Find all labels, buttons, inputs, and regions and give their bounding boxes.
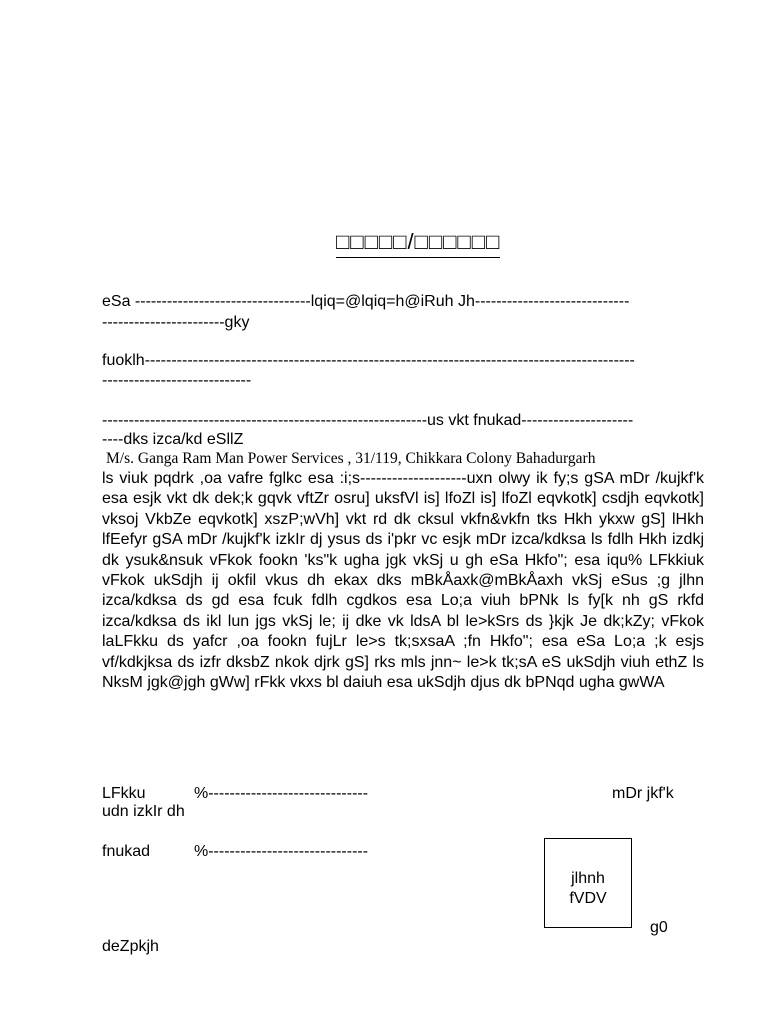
stamp-label-receipt: jlhnh [571,870,605,887]
name-line: eSa ---------------------------------lqiq=@lqiq=h@iRuh Jh----------------------------- [102,293,630,310]
resident-line-continued: ---------------------------- [102,372,252,389]
date-line: -------------------------------------------------------------us vkt fnukad--------------------- [102,412,634,429]
stamp-label-ticket: fVDV [569,890,607,907]
document-title: □□□□□/□□□□□□ [336,228,500,258]
cash-received-label: udn izkIr dh [102,803,185,820]
resident-line: fuoklh-------------------------------------------------------------------------------------------- [102,352,635,369]
date-label: fnukad [102,843,151,860]
signature-label: g0 [650,919,668,936]
employer-address: M/s. Ganga Ram Man Power Services , 31/119, Chikkara Colony Bahadurgarh [106,450,596,467]
place-field: %------------------------------ [194,785,369,802]
name-line-continued: -----------------------gky [102,314,250,331]
employee-label: deZpkjh [102,938,159,955]
declaration-body: ls viuk pqdrk ,oa vafre fglkc esa :i;s--------------------uxn olwy ik fy;s gSA mDr /kujkf'k esa esjk vkt dk dek;k gqvk vftZr osru] uksfVl is] lfoZl is] lfoZl eqvkotk] csdjh eqvkotk] vksoj VkbZe eqvkotk] xszP;wVh] vkt rd dk cksul vkfn&vkfn tks Hkh ykxw gS] lHkh lfEefyr gSA mDr /kujkf'k izkIr dj ysus ds i'pkr vc esjk mDr izca/kdksa ls fdlh Hkh izdkj dk ysuk&nsuk vFkok fookn 'ks"k ugha jgk vkSj u gh eSa Hkfo"; esa iqu% LFkkiuk vFkok ukSdjh ij okfil vkus dh ekax dks mBkÅaxk@mBkÅaxh vkSj eSus ;g jlhn izca/kdksa ds gd esa fcuk fdlh cgdkos esa Lo;a viuh bPNk ls fy[k nh gS rkfd izca/kdksa ds ikl lun jgs vkSj le; ij dke vk ldsA bl le>kSrs ds }kjk Je dk;kZy; vFkok laLFkku ds yafcr ,oa fookn fujLr le>s tk;sxsaA ;fn Hkfo"; esa eSa Lo;a ;k esjs vf/kdkjksa ds izfr dksbZ nkok djrk gS] rks mls jnn~ le>k tk;sA eS ukSdjh viuh ethZ ls NksM jgk@jgh gWw] rFkk vkxs bl daiuh esa ukSdjh djus dk bPNqd ugha gwWA [102,470,704,692]
place-label: LFkku [102,785,146,802]
date-field: %------------------------------ [194,843,369,860]
revenue-stamp-box [544,838,632,928]
date-line-continued: ----dks izca/kd eSllZ [102,431,244,448]
amount-signature-label: mDr jkf'k [612,785,674,802]
